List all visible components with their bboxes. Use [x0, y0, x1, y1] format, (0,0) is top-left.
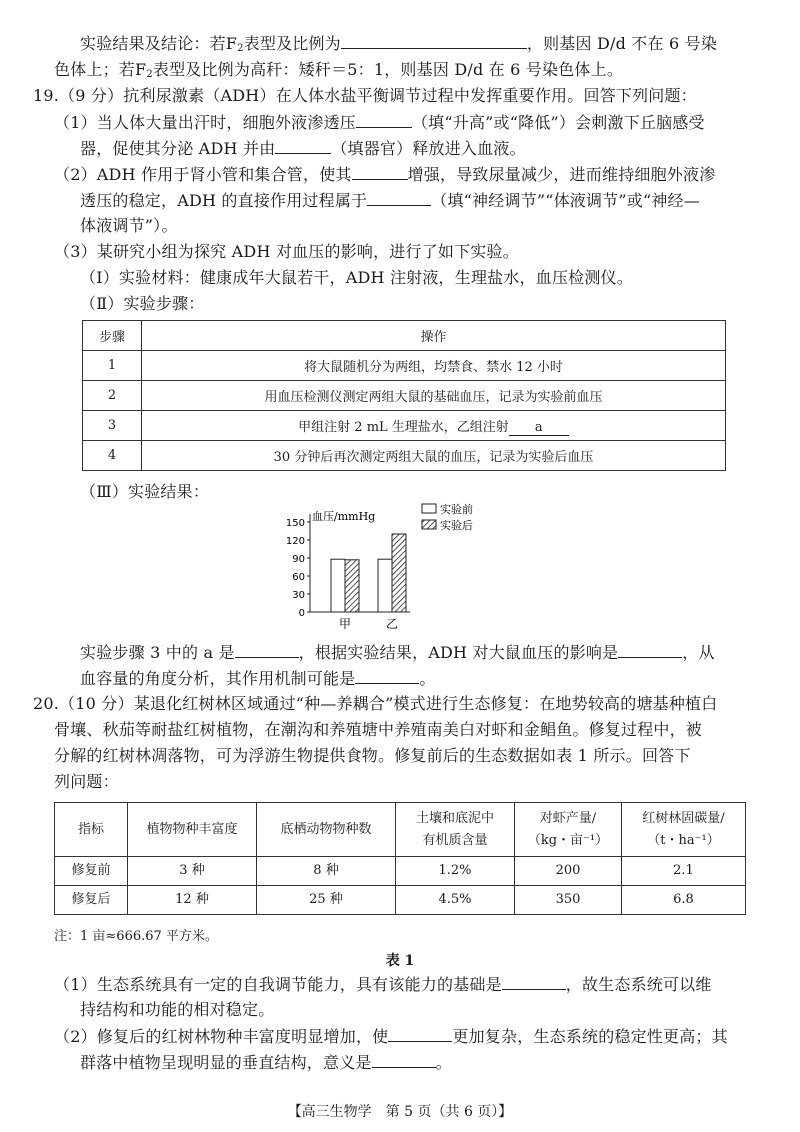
table-cell: 25 种 — [257, 886, 396, 915]
table-cell: 200 — [515, 857, 622, 886]
y-tick-label: 0 — [298, 608, 305, 619]
y-tick-label: 60 — [292, 572, 305, 583]
answer-blank[interactable] — [341, 32, 527, 49]
y-tick-label: 150 — [285, 518, 305, 529]
answer-blank[interactable] — [352, 163, 408, 180]
q19-p2-line3: 体液调节”）。 — [80, 216, 178, 235]
q20-line3: 分解的红树林凋落物，可为浮游生物提供食物。修复前后的生态数据如表 1 所示。回答下 — [54, 746, 691, 765]
legend-swatch — [422, 504, 436, 513]
table-row — [55, 857, 746, 886]
step-number: 1 — [83, 351, 142, 381]
page-footer: 【高三生物学 第 5 页（共 6 页）】 — [287, 1104, 513, 1120]
table-cell: 1.2% — [396, 857, 515, 886]
header-cell: 操作 — [142, 321, 726, 351]
table-cell: 12 种 — [128, 886, 257, 915]
table-cell: 4.5% — [396, 886, 515, 915]
table-cell: 8 种 — [257, 857, 396, 886]
answer-blank[interactable] — [367, 189, 431, 206]
table-row — [55, 886, 746, 915]
header-cell: 指标 — [55, 803, 128, 857]
table-row — [83, 381, 726, 411]
step-number: 4 — [83, 441, 142, 471]
table-caption: 表 1 — [385, 953, 415, 969]
header-cell: 底栖动物物种数 — [257, 803, 396, 857]
bp-bar-chart — [280, 500, 520, 635]
q19-p1-line2: 器，促使其分泌 ADH 并由 （填器官）释放进入血液。 — [80, 139, 526, 158]
q18-line1: 实验结果及结论：若$F_2$表型及比例为 ，则基因 D/d 不在 6 号染 — [80, 34, 718, 54]
header-cell: 土壤和底泥中 有机质含量 — [396, 803, 515, 857]
table-cell: 3 种 — [128, 857, 257, 886]
table-row — [83, 411, 726, 441]
q20-line4: 列问题： — [54, 772, 119, 791]
q19-p2-line2: 透压的稳定，ADH 的直接作用过程属于 （填“神经调节”“体液调节”或“神经— — [80, 191, 700, 210]
table-note: 注：1 亩≈666.67 平方米。 — [54, 929, 218, 944]
bar-实验前-甲 — [331, 559, 345, 612]
table-row — [83, 351, 726, 381]
q19-materials: （Ⅰ）实验材料：健康成年大鼠若干，ADH 注射液，生理盐水，血压检测仪。 — [80, 268, 633, 287]
answer-blank[interactable] — [502, 973, 566, 990]
q19-q3-line1: 实验步骤 3 中的 a 是 ，根据实验结果，ADH 对大鼠血压的影响是 ，从 — [80, 643, 715, 662]
answer-blank[interactable] — [275, 137, 331, 154]
legend-label: 实验后 — [440, 519, 473, 532]
step-number: 2 — [83, 381, 142, 411]
q19-q3-line2: 血容量的角度分析，其作用机制可能是 。 — [80, 669, 436, 688]
legend-swatch — [422, 520, 436, 529]
table-cell: 350 — [515, 886, 622, 915]
q20-line2: 骨壤、秋茄等耐盐红树植物，在潮沟和养殖塘中养殖南美白对虾和金鲳鱼。修复过程中，被 — [54, 720, 703, 739]
q20-s1-line1: （1）生态系统具有一定的自我调节能力，具有该能力的基础是 ，故生态系统可以维 — [54, 975, 712, 994]
bar-实验前-乙 — [378, 559, 392, 612]
bar-实验后-甲 — [345, 560, 359, 612]
step-number: 3 — [83, 411, 142, 441]
answer-blank[interactable] — [618, 641, 682, 658]
step-operation: 甲组注射 2 mL 生理盐水，乙组注射 a — [142, 411, 726, 441]
header-cell: 红树林固碳量/ （t・ha⁻¹） — [622, 803, 746, 857]
legend-label: 实验前 — [440, 503, 473, 516]
q19-p3: （3）某研究小组为探究 ADH 对血压的影响，进行了如下实验。 — [54, 242, 519, 261]
blank-a[interactable]: a — [509, 421, 569, 436]
bar-实验后-乙 — [392, 534, 406, 612]
table-row — [83, 441, 726, 471]
header-cell: 植物物种丰富度 — [128, 803, 257, 857]
ecology-table — [54, 802, 746, 915]
answer-blank[interactable] — [235, 641, 299, 658]
y-tick-label: 90 — [292, 554, 305, 565]
q20-line1: 20.（10 分）某退化红树林区域通过“种—养耦合”模式进行生态修复：在地势较高的塘基种植白 — [33, 694, 718, 713]
table-cell: 6.8 — [622, 886, 746, 915]
step-operation: 用血压检测仪测定两组大鼠的基础血压，记录为实验前血压 — [142, 381, 726, 411]
q19-p2-line1: （2）ADH 作用于肾小管和集合管，使其 增强，导致尿量减少，进而维持细胞外液渗 — [54, 165, 716, 184]
answer-blank[interactable] — [356, 111, 412, 128]
table-cell: 修复后 — [55, 886, 128, 915]
y-axis-label: 血压/mmHg — [312, 510, 376, 523]
step-operation: 将大鼠随机分为两组，均禁食、禁水 12 小时 — [142, 351, 726, 381]
table-cell: 修复前 — [55, 857, 128, 886]
q18-line2: 色体上；若$F_2$表型及比例为高秆：矮秆＝5：1，则基因 D/d 在 6 号染色体上。 — [54, 60, 624, 80]
steps-table — [82, 320, 726, 471]
table-header-row — [83, 321, 726, 351]
x-tick-label: 乙 — [385, 617, 399, 631]
header-cell: 对虾产量/ （kg・亩⁻¹） — [515, 803, 622, 857]
q20-s1-line2: 持结构和功能的相对稳定。 — [80, 1000, 275, 1019]
answer-blank[interactable] — [388, 1025, 452, 1042]
table-cell: 2.1 — [622, 857, 746, 886]
q20-s2-line1: （2）修复后的红树林物种丰富度明显增加，使 更加复杂，生态系统的稳定性更高；其 — [54, 1027, 728, 1046]
header-cell: 步骤 — [83, 321, 142, 351]
q19-results-label: （Ⅲ）实验结果： — [80, 482, 210, 501]
q19-steps-label: （Ⅱ）实验步骤： — [80, 294, 205, 313]
q19-head: 19.（9 分）抗利尿激素（ADH）在人体水盐平衡调节过程中发挥重要作用。回答下列问题： — [33, 86, 697, 105]
y-tick-label: 30 — [292, 590, 305, 601]
y-tick-label: 120 — [285, 536, 305, 547]
answer-blank[interactable] — [372, 1051, 436, 1068]
table-header-row — [55, 803, 746, 857]
q20-s2-line2: 群落中植物呈现明显的垂直结构，意义是 。 — [80, 1053, 452, 1072]
x-tick-label: 甲 — [338, 617, 352, 631]
q19-p1-line1: （1）当人体大量出汗时，细胞外液渗透压 （填“升高”或“降低”）会刺激下丘脑感受 — [54, 113, 705, 132]
step-operation: 30 分钟后再次测定两组大鼠的血压，记录为实验后血压 — [142, 441, 726, 471]
answer-blank[interactable] — [355, 667, 419, 684]
